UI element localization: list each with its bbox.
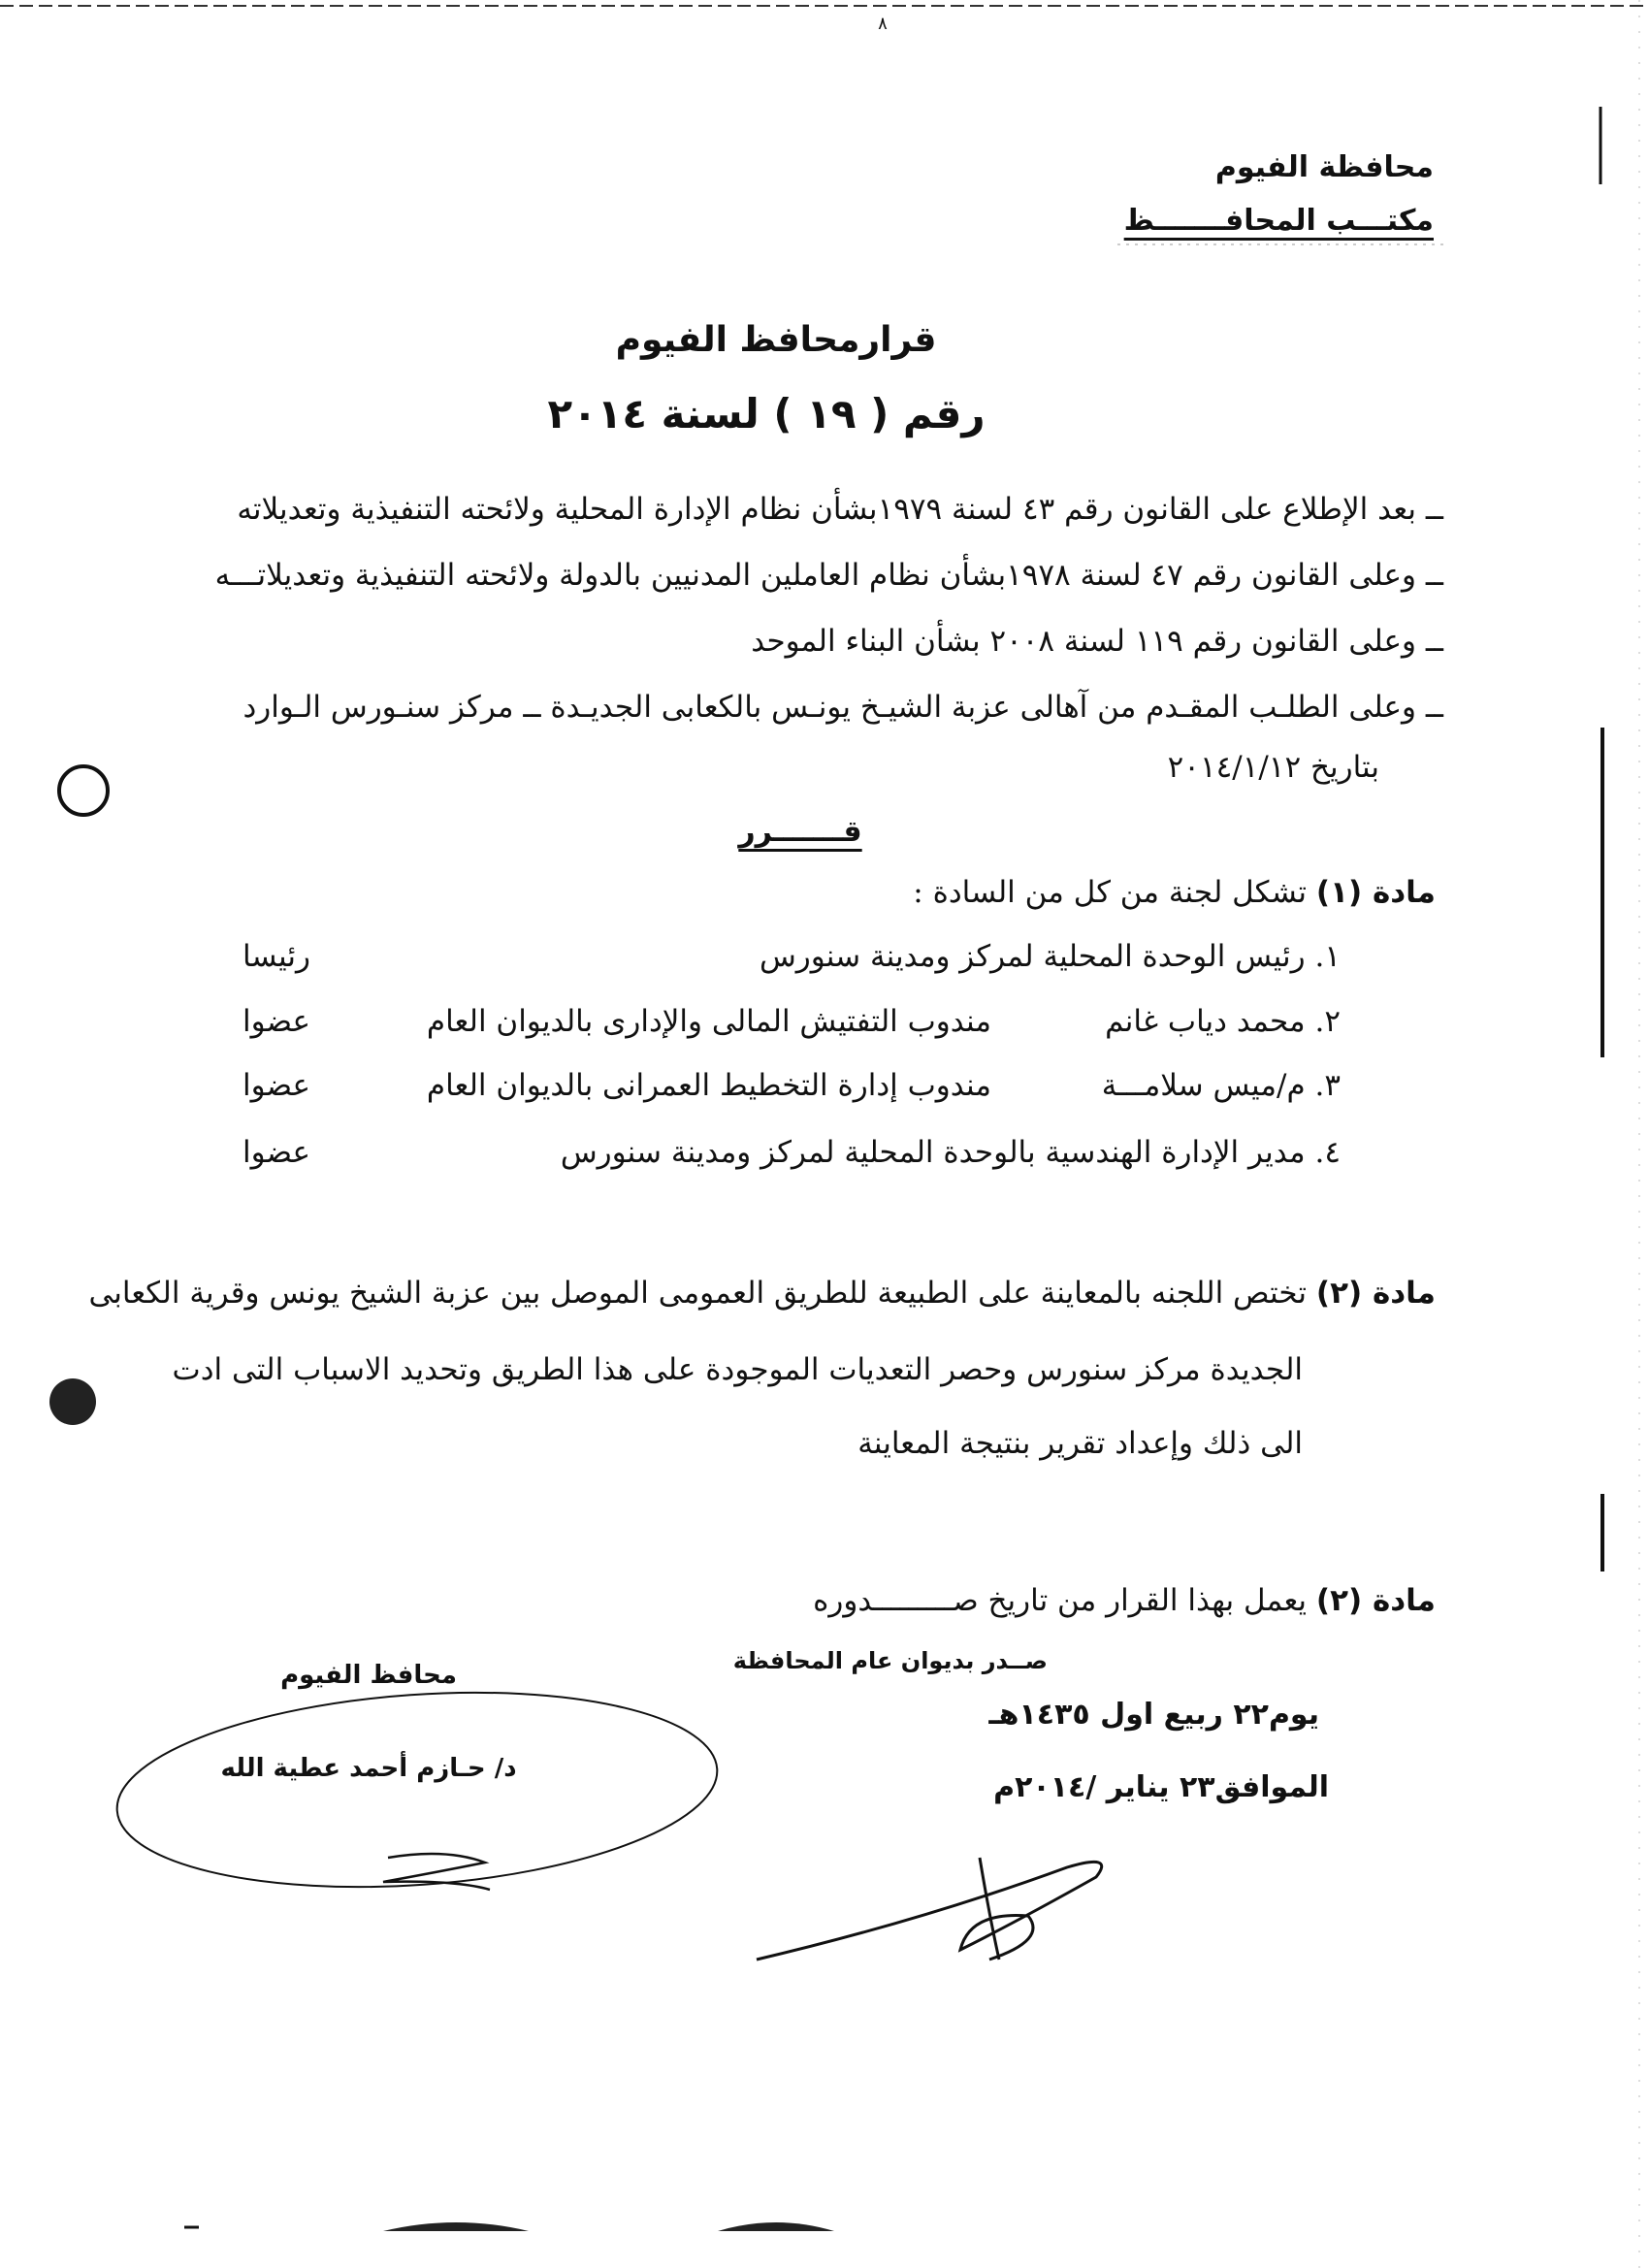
member-4-title: عضوا	[242, 1135, 310, 1170]
article-2-label: مادة (٢)	[1315, 1276, 1436, 1311]
member-3-role: مندوب إدارة التخطيط العمرانى بالديوان العام	[426, 1068, 991, 1103]
bottom-mark-left	[383, 2222, 529, 2231]
member-2-title: عضوا	[242, 1004, 310, 1039]
punch-hole-bottom	[49, 1378, 96, 1425]
page-mark-top: ٨	[878, 14, 888, 34]
issued-hijri: يوم٢٢ ربيع اول ١٤٣٥هـ	[988, 1698, 1319, 1732]
decision-heading: قـــــــرر	[738, 815, 862, 849]
header-office: مكتـــب المحافـــــــظ	[1123, 204, 1434, 238]
article-2-text-1: تختص اللجنه بالمعاينة على الطبيعة للطريق العمومى الموصل بين عزبة الشيخ يونس وقرية الكعابى	[88, 1276, 1308, 1311]
article-2-line-3: الى ذلك وإعداد تقرير بنتيجة المعاينة	[857, 1426, 1303, 1461]
decree-title: قرارمحافظ الفيوم	[615, 320, 937, 360]
issued-at: صــدر بديوان عام المحافظة	[732, 1647, 1048, 1674]
member-2-name: ٢. محمد دياب غانم	[1105, 1004, 1341, 1039]
preamble-line-1: ــ بعد الإطلاع على القانون رقم ٤٣ لسنة ١٩٧٩بشأن نظام الإدارة المحلية ولائحته التنفيذية وتعديلاته	[237, 492, 1443, 527]
member-2-role: مندوب التفتيش المالى والإدارى بالديوان العام	[426, 1004, 991, 1039]
member-3-name: ٣. م/ميس سلامـــة	[1101, 1068, 1341, 1103]
preamble-line-3: ــ وعلى القانون رقم ١١٩ لسنة ٢٠٠٨ بشأن البناء الموحد	[751, 624, 1443, 659]
handwritten-signature	[757, 1858, 1102, 1960]
header-governorate: محافظة الفيوم	[1214, 150, 1434, 184]
preamble-date: بتاريخ ٢٠١٤/١/١٢	[1167, 750, 1379, 785]
article-2-line-2: الجديدة مركز سنورس وحصر التعديات الموجودة على هذا الطريق وتحديد الاسباب التى ادت	[172, 1352, 1303, 1387]
article-3-text: يعمل بهذا القرار من تاريخ صـــــــــدوره	[813, 1583, 1308, 1618]
article-1-text: تشكل لجنة من كل من السادة :	[913, 875, 1308, 910]
article-1-label: مادة (١)	[1315, 875, 1436, 910]
signatory-name: د/ حـازم أحمد عطية الله	[220, 1754, 517, 1783]
member-3-title: عضوا	[242, 1068, 310, 1103]
preamble-line-4: ــ وعلى الطلـب المقـدم من آهالى عزبة الشيـخ يونـس بالكعابى الجديـدة ــ مركز سنـورس الـوارد	[242, 690, 1443, 725]
punch-hole-top	[59, 766, 108, 815]
signatory-title: محافظ الفيوم	[280, 1661, 457, 1690]
article-3-label: مادة (٢)	[1315, 1583, 1436, 1618]
issued-gregorian: الموافق٢٣ يناير /٢٠١٤م	[993, 1770, 1329, 1804]
signature-oval	[111, 1674, 724, 1906]
member-1-title: رئيسا	[242, 939, 310, 974]
bottom-mark-right	[718, 2222, 834, 2231]
decree-number: رقم ( ١٩ ) لسنة ٢٠١٤	[547, 390, 986, 437]
member-1-name: ١. رئيس الوحدة المحلية لمركز ومدينة سنورس	[759, 939, 1341, 974]
preamble-line-2: ــ وعلى القانون رقم ٤٧ لسنة ١٩٧٨بشأن نظام العاملين المدنيين بالدولة ولائحته التنفيذية وتعديلاتـــه	[214, 558, 1443, 593]
member-4-name: ٤. مدير الإدارة الهندسية بالوحدة المحلية لمركز ومدينة سنورس	[560, 1135, 1341, 1170]
